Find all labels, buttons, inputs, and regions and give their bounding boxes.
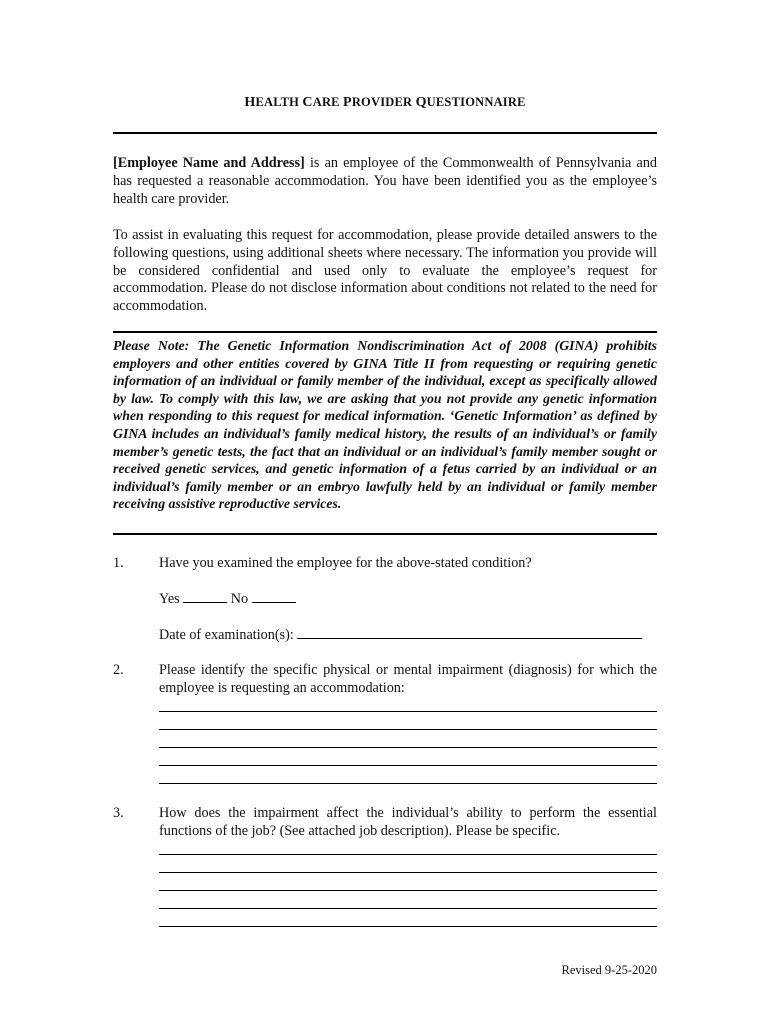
- yes-no-row: [159, 590, 657, 609]
- exam-date-field[interactable]: [297, 626, 642, 639]
- title-divider: [113, 132, 657, 134]
- question-2-number: 2.: [113, 662, 124, 678]
- question-1-text: Have you examined the employee for the above-stated condition?: [159, 555, 532, 571]
- question-3-text: How does the impairment affect the individual’s ability to perform the essential functions of the job? (See attached job description). Please be specific.: [159, 805, 657, 839]
- question-3-number: 3.: [113, 805, 124, 821]
- question-2-answer-line[interactable]: [159, 729, 657, 730]
- question-3-answer-line[interactable]: [159, 908, 657, 909]
- note-top-divider: [113, 331, 657, 333]
- yes-label: Yes: [159, 591, 180, 607]
- no-label: No: [230, 591, 249, 607]
- revision-date: Revised 9-25-2020: [561, 963, 657, 977]
- no-answer-field[interactable]: [252, 590, 296, 603]
- employee-name-placeholder: [Employee Name and Address]: [113, 155, 305, 171]
- note-bottom-divider: [113, 533, 657, 535]
- instructions-paragraph: To assist in evaluating this request for accommodation, please provide detailed answers to the following questions, using additional sheets where necessary. The information you provide will be considered confidential and used only to evaluate the employee’s request for accommodation. Please do not disclose information about conditions not related to the need for accommodation.: [113, 227, 657, 315]
- question-2-answer-line[interactable]: [159, 765, 657, 766]
- question-3-answer-line[interactable]: [159, 926, 657, 927]
- question-2-text: Please identify the specific physical or mental impairment (diagnosis) for which the employee is requesting an accommodation:: [159, 662, 657, 696]
- intro-paragraph: [Employee Name and Address] is an employee of the Commonwealth of Pennsylvania and has requested a reasonable accommodation. You have been identified you as the employee’s health care provider.: [113, 155, 658, 207]
- question-2-answer-line[interactable]: [159, 747, 657, 748]
- question-3-answer-line[interactable]: [159, 872, 657, 873]
- exam-date-row: [159, 626, 657, 645]
- yes-answer-field[interactable]: [183, 590, 227, 603]
- question-3-answer-line[interactable]: [159, 854, 657, 855]
- question-2-answer-line[interactable]: [159, 783, 657, 784]
- exam-date-label: Date of examination(s):: [159, 627, 294, 643]
- document-title: HEALTH CARE PROVIDER QUESTIONNAIRE: [244, 95, 526, 110]
- gina-note: Please Note: The Genetic Information Nondiscrimination Act of 2008 (GINA) prohibits employers and other entities covered by GINA Title II from requesting or requiring genetic information of an individual or family member of the individual, except as specifically allowed by law. To comply with this law, we are asking that you not provide any genetic information when responding to this request for medical information. ‘Genetic Information’ as defined by GINA includes an individual’s family medical history, the results of an individual’s or family member’s genetic tests, the fact that an individual or an individual’s family member sought or received genetic services, and genetic information of a fetus carried by an individual or an individual’s family member or an embryo lawfully held by an individual or family member receiving assistive reproductive services.: [113, 338, 657, 512]
- question-1-number: 1.: [113, 555, 124, 571]
- question-2-answer-line[interactable]: [159, 711, 657, 712]
- question-3-answer-line[interactable]: [159, 890, 657, 891]
